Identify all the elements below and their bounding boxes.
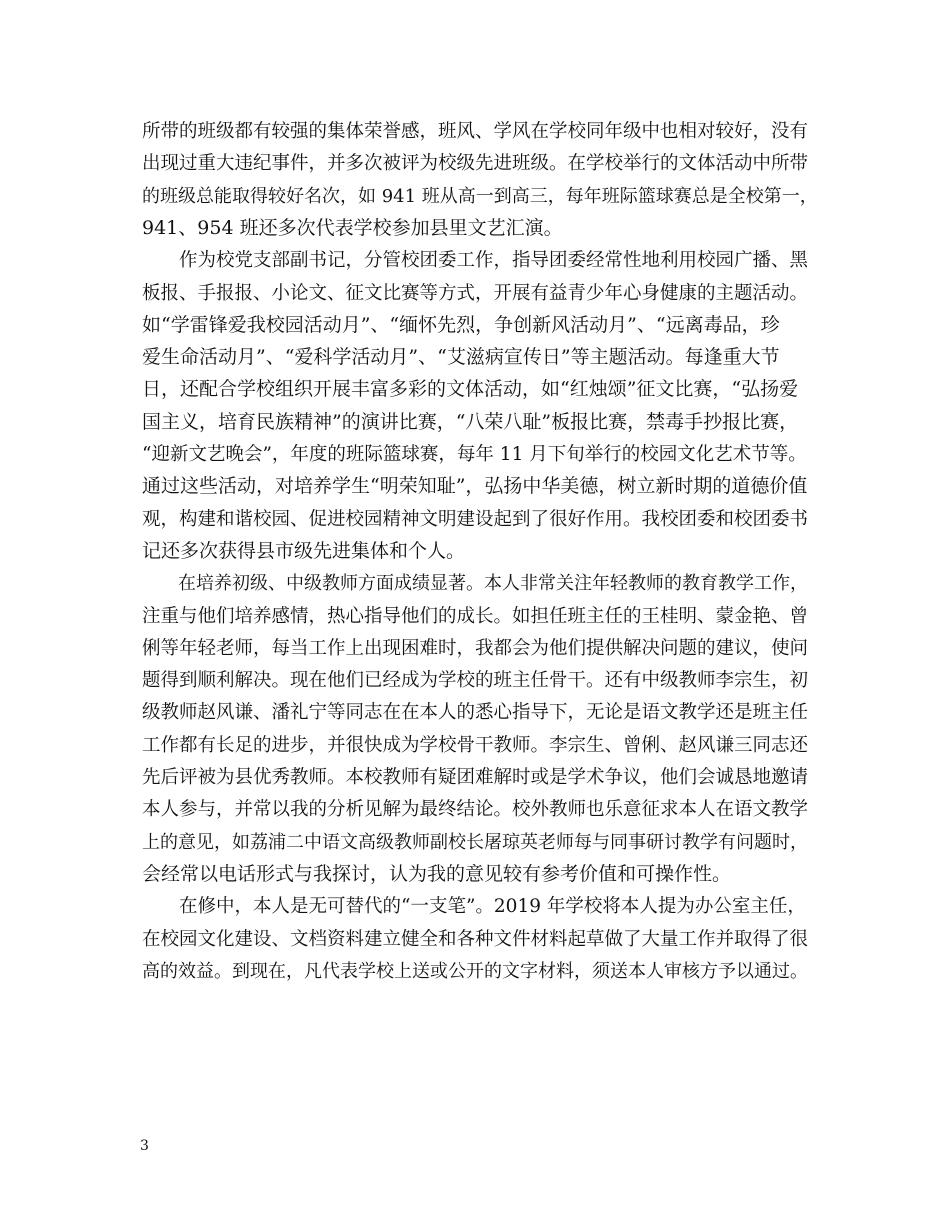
text-line: 的班级总能取得较好名次，如 941 班从高一到高三，每年班际篮球赛总是全校第一，	[142, 185, 818, 207]
text-line: “迎新文艺晚会”，年度的班际篮球赛，每年 11 月下旬举行的校园文化艺术节等。	[142, 444, 807, 465]
text-line: 注重与他们培养感情，热心指导他们的成长。如担任班主任的王桂明、蒙金艳、曾	[142, 605, 809, 627]
text-line: 所带的班级都有较强的集体荣誉感，班风、学风在学校同年级中也相对较好，没有	[142, 121, 809, 142]
text-line: 在培养初级、中级教师方面成绩显著。本人非常关注年轻教师的教育教学工作，	[142, 573, 808, 595]
text-line: 题得到顺利解决。现在他们已经成为学校的班主任骨干。还有中级教师李宗生，初	[142, 670, 809, 692]
text-line: 作为校党支部副书记，分管校团委工作，指导团委经常性地利用校园广播、黑	[142, 250, 809, 272]
text-line: 上的意见，如荔浦二中语文高级教师副校长屠琼英老师每与同事研讨教学有问题时，	[142, 831, 808, 853]
text-line: 高的效益。到现在，凡代表学校上送或公开的文字材料，须送本人审核方予以通过。	[142, 960, 808, 982]
text-line: 俐等年轻老师，每当工作上出现困难时，我都会为他们提供解决问题的建议，使问	[142, 637, 809, 659]
text-line: 日，还配合学校组织开展丰富多彩的文体活动，如“红烛颂”征文比赛，“弘扬爱	[142, 378, 799, 401]
text-line: 本人参与，并常以我的分析见解为最终结论。校外教师也乐意征求本人在语文教学	[142, 799, 809, 821]
text-line: 观，构建和谐校园、促进校园精神文明建设起到了很好作用。我校团委和校团委书	[142, 508, 809, 530]
text-line: 通过这些活动，对培养学生“明荣知耻”，弘扬中华美德，树立新时期的道德价值	[142, 475, 808, 498]
text-line: 出现过重大违纪事件，并多次被评为校级先进班级。在学校举行的文体活动中所带	[142, 153, 809, 175]
text-line: 板报、手报报、小论文、征文比赛等方式，开展有益青少年心身健康的主题活动。	[142, 282, 809, 304]
text-line: 如“学雷锋爱我校园活动月”、“缅怀先烈，争创新风活动月”、“远离毒品，珍	[142, 313, 780, 336]
text-line: 工作都有长足的进步，并很快成为学校骨干教师。李宗生、曾俐、赵风谦三同志还	[142, 734, 809, 756]
text-line: 在校园文化建设、文档资料建立健全和各种文件材料起草做了大量工作并取得了很	[142, 928, 809, 950]
text-line: 会经常以电话形式与我探讨，认为我的意见较有参考价值和可操作性。	[142, 862, 732, 885]
text-line: 先后评被为县优秀教师。本校教师有疑团难解时或是学术争议，他们会诚恳地邀请	[142, 767, 809, 788]
text-line: 记还多次获得县市级先进集体和个人。	[142, 539, 466, 562]
text-line: 在修中，本人是无可替代的“一支笔”。2019 年学校将本人提为办公室主任，	[142, 896, 806, 918]
text-line: 国主义，培育民族精神”的演讲比赛，“八荣八耻”板报比赛，禁毒手抄报比赛，	[142, 410, 799, 433]
text-line: 级教师赵风谦、潘礼宁等同志在在本人的悉心指导下，无论是语文教学还是班主任	[142, 702, 809, 724]
text-line: 爱生命活动月”、“爱科学活动月”、“艾滋病宣传日”等主题活动。每逢重大节	[142, 346, 780, 369]
text-line: 941、954 班还多次代表学校参加县里文艺汇演。	[142, 216, 563, 239]
page-number: 3	[140, 1138, 149, 1154]
